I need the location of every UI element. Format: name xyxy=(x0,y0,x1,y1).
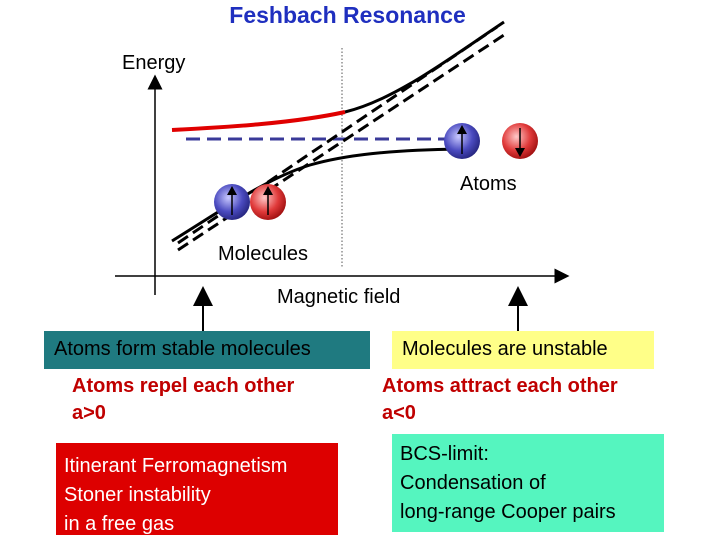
repel-text: Atoms repel each other xyxy=(72,375,295,397)
magnetic-field-axis-label: Magnetic field xyxy=(277,286,401,308)
bcs-line-2: Condensation of xyxy=(400,472,546,494)
spin-down-atom-right xyxy=(502,123,538,159)
attract-text: Atoms attract each other xyxy=(382,375,618,397)
left-regime-info xyxy=(72,373,294,427)
upper-branch-curve xyxy=(345,22,504,112)
ferro-line-2: Stoner instability xyxy=(64,484,211,506)
upper-branch-red-curve xyxy=(172,112,345,130)
scattering-length-negative: a<0 xyxy=(382,402,416,424)
page-title: Feshbach Resonance xyxy=(229,2,466,28)
spin-up-atom-right xyxy=(444,123,480,159)
spin-up-atom-molecule-2 xyxy=(250,184,286,220)
atoms-label: Atoms xyxy=(460,173,517,195)
bcs-line-3: long-range Cooper pairs xyxy=(400,501,616,523)
ferromagnetism-box xyxy=(56,443,338,535)
molecules-label: Molecules xyxy=(218,243,309,265)
stable-molecules-box: Atoms form stable molecules xyxy=(44,331,370,369)
spin-up-atom-molecule xyxy=(214,184,250,220)
scattering-length-positive: a>0 xyxy=(72,402,106,424)
bcs-limit-box xyxy=(392,434,664,532)
right-regime-info xyxy=(382,373,618,427)
ferro-line-3: in a free gas xyxy=(64,513,175,535)
energy-axis-label: Energy xyxy=(122,52,186,74)
unstable-molecules-box: Molecules are unstable xyxy=(392,331,654,369)
ferro-line-1: Itinerant Ferromagnetism xyxy=(64,455,288,477)
bcs-line-1: BCS-limit: xyxy=(400,443,489,465)
